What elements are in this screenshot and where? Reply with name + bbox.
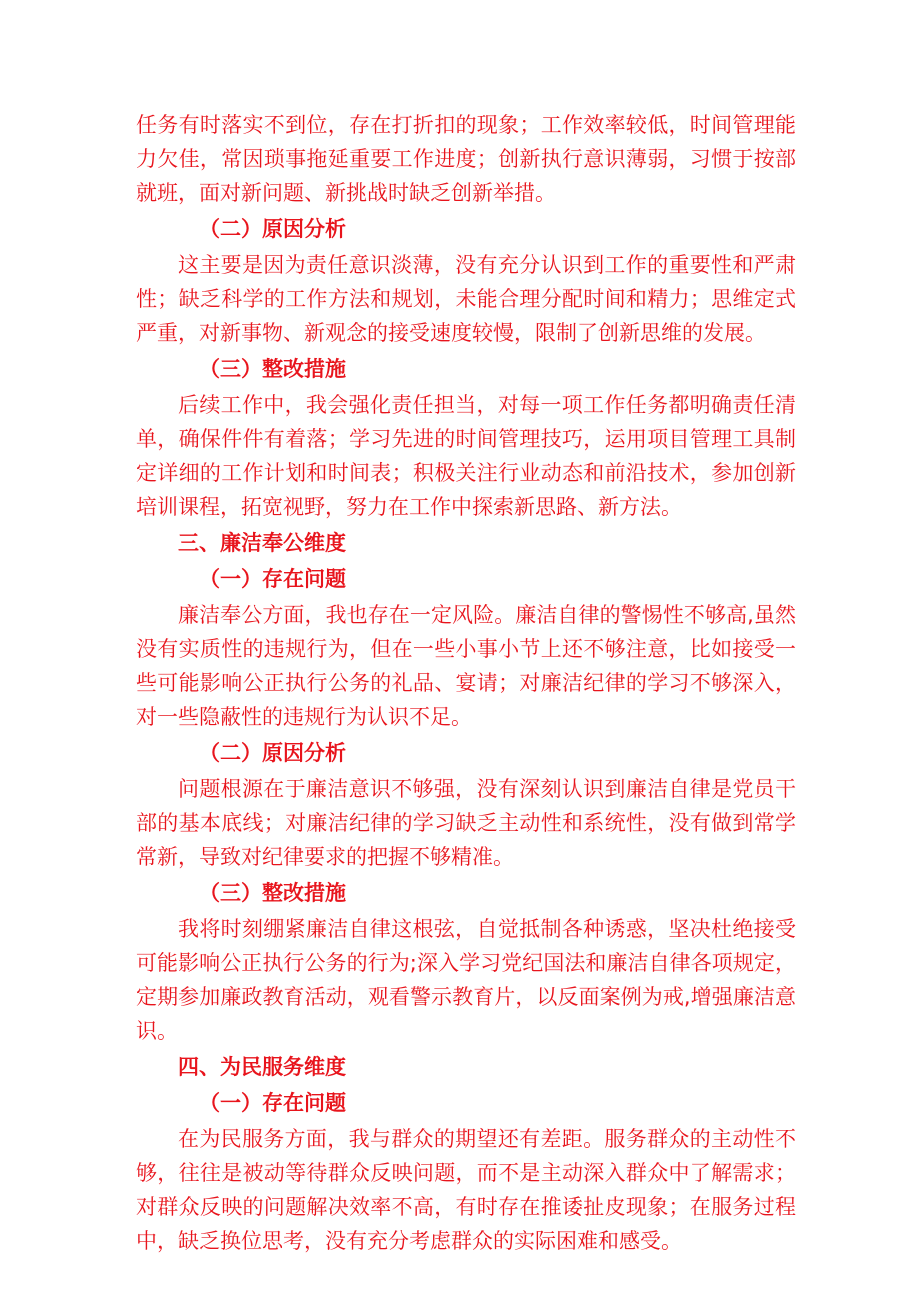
subheading-cause-analysis: （二）原因分析 <box>199 741 346 765</box>
subheading-rectification: （三）整改措施 <box>199 881 346 905</box>
paragraph-continued: 任务有时落实不到位，存在打折扣的现象；工作效率较低，时间管理能力欠佳，常因琐事拖延重要工作进度；创新执行意识薄弱，习惯于按部就班，面对新问题、新挑战时缺乏创新举措。 <box>136 113 796 205</box>
paragraph-rectification: 后续工作中，我会强化责任担当，对每一项工作任务都明确责任清单，确保件件有着落；学习先进的时间管理技巧，运用项目管理工具制定详细的工作计划和时间表；积极关注行业动态和前沿技术，参加创新培训课程，拓宽视野，努力在工作中探索新思路、新方法。 <box>136 393 796 519</box>
section-heading-service: 四、为民服务维度 <box>178 1055 346 1079</box>
paragraph-problems: 在为民服务方面，我与群众的期望还有差距。服务群众的主动性不够，往往是被动等待群众反映问题，而不是主动深入群众中了解需求；对群众反映的问题解决效率不高，有时存在推诿扯皮现象；在服务过程中，缺乏换位思考，没有充分考虑群众的实际困难和感受。 <box>136 1127 796 1253</box>
subheading-cause-analysis: （二）原因分析 <box>199 217 346 241</box>
paragraph-problems: 廉洁奉公方面，我也存在一定风险。廉洁自律的警惕性不够高,虽然没有实质性的违规行为，但在一些小事小节上还不够注意，比如接受一些可能影响公正执行公务的礼品、宴请；对廉洁纪律的学习不够深入，对一些隐蔽性的违规行为认识不足。 <box>136 603 796 729</box>
subheading-rectification: （三）整改措施 <box>199 357 346 381</box>
paragraph-cause: 这主要是因为责任意识淡薄，没有充分认识到工作的重要性和严肃性；缺乏科学的工作方法和规划，未能合理分配时间和精力；思维定式严重，对新事物、新观念的接受速度较慢，限制了创新思维的发展。 <box>136 253 796 345</box>
subheading-problems: （一）存在问题 <box>199 567 346 591</box>
document-body <box>136 108 796 1260</box>
paragraph-cause: 问题根源在于廉洁意识不够强，没有深刻认识到廉洁自律是党员干部的基本底线；对廉洁纪律的学习缺乏主动性和系统性，没有做到常学常新，导致对纪律要求的把握不够精准。 <box>136 777 796 869</box>
subheading-problems: （一）存在问题 <box>199 1091 346 1115</box>
paragraph-rectification: 我将时刻绷紧廉洁自律这根弦，自觉抵制各种诱惑，坚决杜绝接受可能影响公正执行公务的行为;深入学习党纪国法和廉洁自律各项规定，定期参加廉政教育活动，观看警示教育片，以反面案例为戒,增强廉洁意识。 <box>136 917 796 1043</box>
section-heading-integrity: 三、廉洁奉公维度 <box>178 531 346 555</box>
